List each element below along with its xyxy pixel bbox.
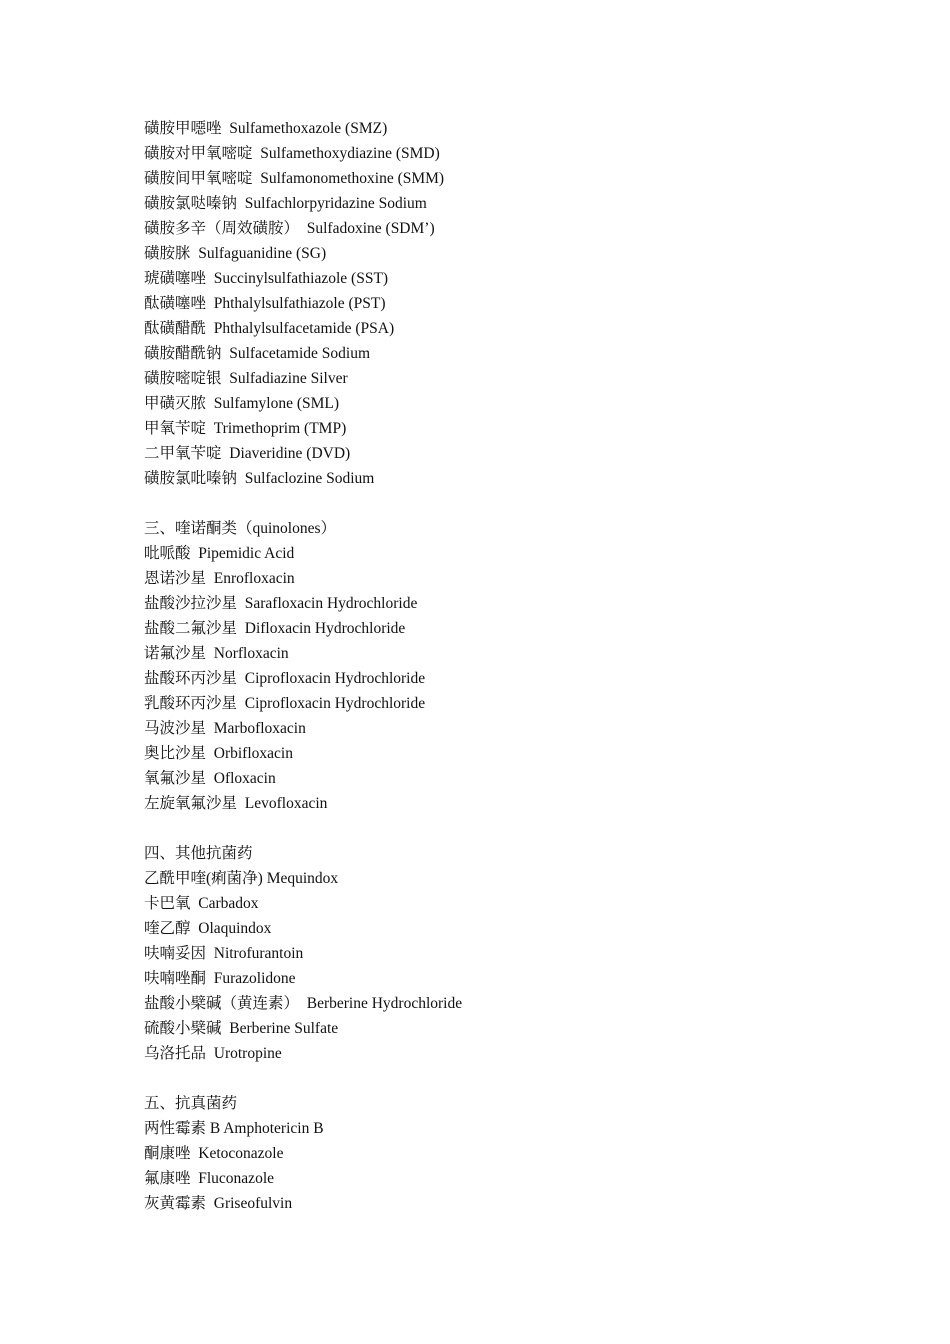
list-item: 磺胺氯吡嗪钠 Sulfaclozine Sodium [144,470,375,487]
list-item: 酞磺醋酰 Phthalylsulfacetamide (PSA) [144,320,395,337]
list-item: 氧氟沙星 Ofloxacin [144,770,276,787]
list-item: 甲磺灭脓 Sulfamylone (SML) [144,395,340,412]
section-spacer [144,1066,904,1091]
list-item: 马波沙星 Marbofloxacin [144,720,306,737]
list-item: 喹乙醇 Olaquindox [144,920,272,937]
quinolones-section [144,516,904,816]
antifungals-section [144,1091,904,1216]
list-item: 酞磺噻唑 Phthalylsulfathiazole (PST) [144,295,386,312]
section-heading: 五、抗真菌药 [144,1095,238,1112]
list-item: 琥磺噻唑 Succinylsulfathiazole (SST) [144,270,389,287]
list-item: 磺胺甲噁唑 Sulfamethoxazole (SMZ) [144,120,388,137]
section-heading: 四、其他抗菌药 [144,845,253,862]
list-item: 磺胺醋酰钠 Sulfacetamide Sodium [144,345,371,362]
list-item: 磺胺氯哒嗪钠 Sulfachlorpyridazine Sodium [144,195,427,212]
list-item: 卡巴氧 Carbadox [144,895,259,912]
list-item: 乙酰甲喹(痢菌净) Mequindox [144,870,339,887]
list-item: 酮康唑 Ketoconazole [144,1145,284,1162]
document-page [144,116,904,1216]
section-spacer [144,491,904,516]
list-item: 左旋氧氟沙星 Levofloxacin [144,795,328,812]
sulfonamide-list [144,116,904,491]
list-item: 二甲氧苄啶 Diaveridine (DVD) [144,445,351,462]
list-item: 灰黄霉素 Griseofulvin [144,1195,293,1212]
list-item: 呋喃唑酮 Furazolidone [144,970,296,987]
list-item: 盐酸沙拉沙星 Sarafloxacin Hydrochloride [144,595,418,612]
list-item: 盐酸小檗碱（黄连素） Berberine Hydrochloride [144,995,463,1012]
list-item: 奥比沙星 Orbifloxacin [144,745,293,762]
section-heading: 三、喹诺酮类（quinolones） [144,520,337,537]
other-antibacterials-section [144,841,904,1066]
list-item: 呋喃妥因 Nitrofurantoin [144,945,304,962]
list-item: 恩诺沙星 Enrofloxacin [144,570,295,587]
list-item: 乳酸环丙沙星 Ciprofloxacin Hydrochloride [144,695,426,712]
list-item: 硫酸小檗碱 Berberine Sulfate [144,1020,339,1037]
list-item: 磺胺嘧啶银 Sulfadiazine Silver [144,370,348,387]
list-item: 氟康唑 Fluconazole [144,1170,275,1187]
list-item: 吡哌酸 Pipemidic Acid [144,545,295,562]
list-item: 磺胺对甲氧嘧啶 Sulfamethoxydiazine (SMD) [144,145,440,162]
list-item: 诺氟沙星 Norfloxacin [144,645,289,662]
list-item: 磺胺间甲氧嘧啶 Sulfamonomethoxine (SMM) [144,170,445,187]
list-item: 磺胺多辛（周效磺胺） Sulfadoxine (SDM’) [144,220,435,237]
list-item: 盐酸二氟沙星 Difloxacin Hydrochloride [144,620,406,637]
list-item: 两性霉素 B Amphotericin B [144,1120,324,1137]
list-item: 甲氧苄啶 Trimethoprim (TMP) [144,420,347,437]
section-spacer [144,816,904,841]
list-item: 磺胺脒 Sulfaguanidine (SG) [144,245,327,262]
list-item: 乌洛托品 Urotropine [144,1045,282,1062]
list-item: 盐酸环丙沙星 Ciprofloxacin Hydrochloride [144,670,426,687]
